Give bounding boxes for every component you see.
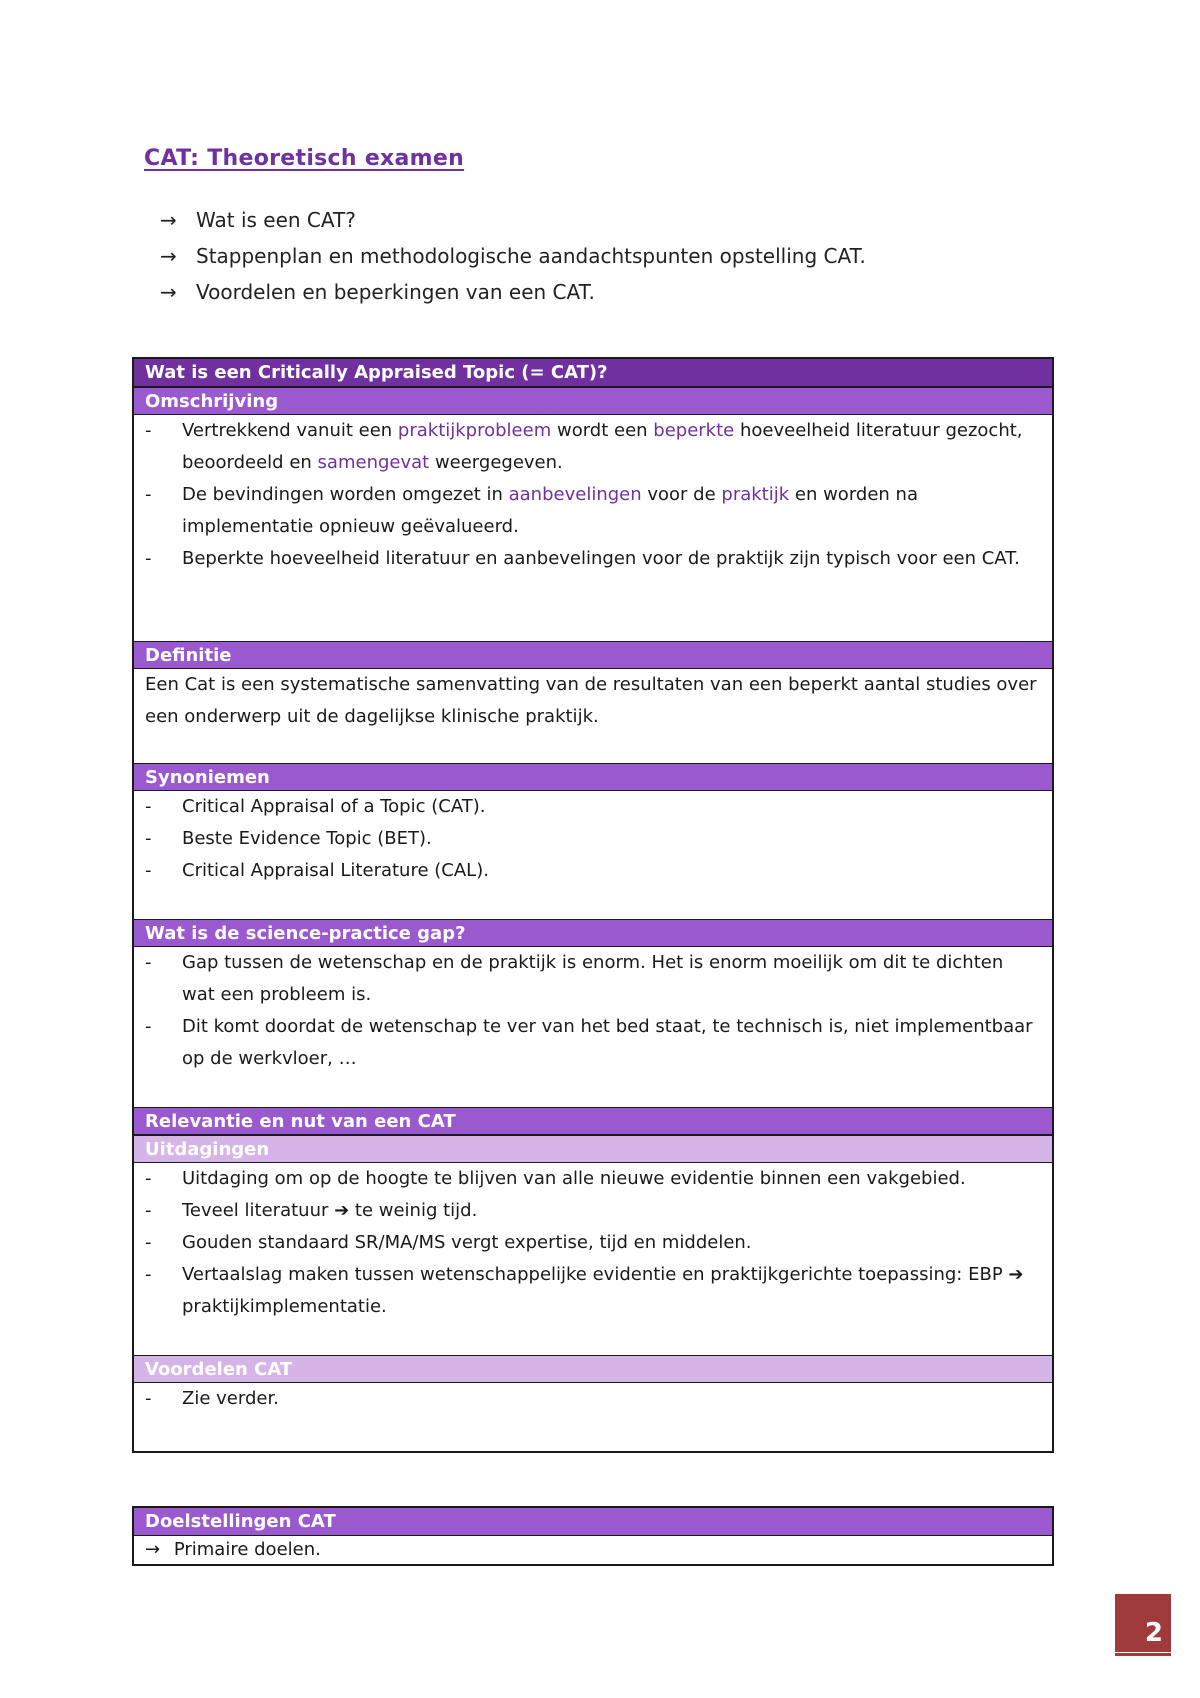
arrow-right-icon: →	[160, 280, 177, 304]
science-gap-section	[134, 947, 1052, 1107]
definitie-header: Definitie	[134, 641, 1052, 669]
list-item: - Beperkte hoeveelheid literatuur en aanbevelingen voor de praktijk zijn typisch voor een CAT.	[145, 548, 1020, 569]
voordelen-section	[134, 1383, 1052, 1451]
science-gap-header: Wat is de science-practice gap?	[134, 919, 1052, 947]
intro-item: → Voordelen en beperkingen van een CAT.	[160, 274, 866, 310]
arrow-right-icon: →	[160, 244, 177, 268]
goals-row	[134, 1536, 1052, 1564]
definitie-text: Een Cat is een systematische samenvatting van de resultaten van een beperkt aantal studies over een onderwerp uit de dagelijkse klinische praktijk.	[145, 674, 1037, 727]
intro-item: → Wat is een CAT?	[160, 202, 866, 238]
list-item: - Gap tussen de wetenschap en de praktijk is enorm. Het is enorm moeilijk om dit te dichten wat een probleem is.	[145, 952, 1004, 1005]
synoniemen-section	[134, 791, 1052, 919]
goals-table	[132, 1506, 1054, 1566]
table-header: Wat is een Critically Appraised Topic (= CAT)?	[134, 359, 1052, 387]
list-item: - Critical Appraisal of a Topic (CAT).	[145, 796, 486, 817]
relevantie-header: Relevantie en nut van een CAT	[134, 1107, 1052, 1135]
doelstellingen-header: Doelstellingen CAT	[134, 1508, 1052, 1536]
arrow-right-icon: →	[160, 208, 177, 232]
page-number: 2	[1144, 1618, 1163, 1648]
page-number-rule	[1115, 1653, 1171, 1656]
cat-table	[132, 357, 1054, 1453]
omschrijving-header: Omschrijving	[134, 387, 1052, 415]
page-title: CAT: Theoretisch examen	[144, 146, 465, 171]
list-item: - Critical Appraisal Literature (CAL).	[145, 860, 489, 881]
list-item: - Zie verder.	[145, 1388, 279, 1409]
omschrijving-section	[134, 415, 1052, 641]
goals-text: Primaire doelen.	[173, 1539, 321, 1560]
intro-item: → Stappenplan en methodologische aandachtspunten opstelling CAT.	[160, 238, 866, 274]
synoniemen-header: Synoniemen	[134, 763, 1052, 791]
list-item: - Gouden standaard SR/MA/MS vergt expertise, tijd en middelen.	[145, 1232, 752, 1253]
voordelen-header: Voordelen CAT	[134, 1355, 1052, 1383]
arrow-right-icon: →	[145, 1539, 161, 1560]
list-item: - Dit komt doordat de wetenschap te ver van het bed staat, te technisch is, niet implementbaar op de werkvloer, …	[145, 1016, 1033, 1069]
definitie-section	[134, 669, 1052, 763]
list-item: - Vertrekkend vanuit een praktijkprobleem wordt een beperkte hoeveelheid literatuur gezocht, beoordeeld en samengevat weergegeven.	[145, 420, 1023, 473]
page-number-badge	[1115, 1594, 1171, 1652]
list-item: - Uitdaging om op de hoogte te blijven van alle nieuwe evidentie binnen een vakgebied.	[145, 1168, 966, 1189]
list-item: - Vertaalslag maken tussen wetenschappelijke evidentie en praktijkgerichte toepassing: EBP ➔ praktijkimplementatie.	[145, 1264, 1024, 1317]
intro-list	[160, 202, 866, 310]
list-item: - Beste Evidence Topic (BET).	[145, 828, 432, 849]
list-item: - De bevindingen worden omgezet in aanbevelingen voor de praktijk en worden na implementatie opnieuw geëvalueerd.	[145, 484, 918, 537]
uitdagingen-header: Uitdagingen	[134, 1135, 1052, 1163]
uitdagingen-section	[134, 1163, 1052, 1355]
list-item: - Teveel literatuur ➔ te weinig tijd.	[145, 1200, 478, 1221]
